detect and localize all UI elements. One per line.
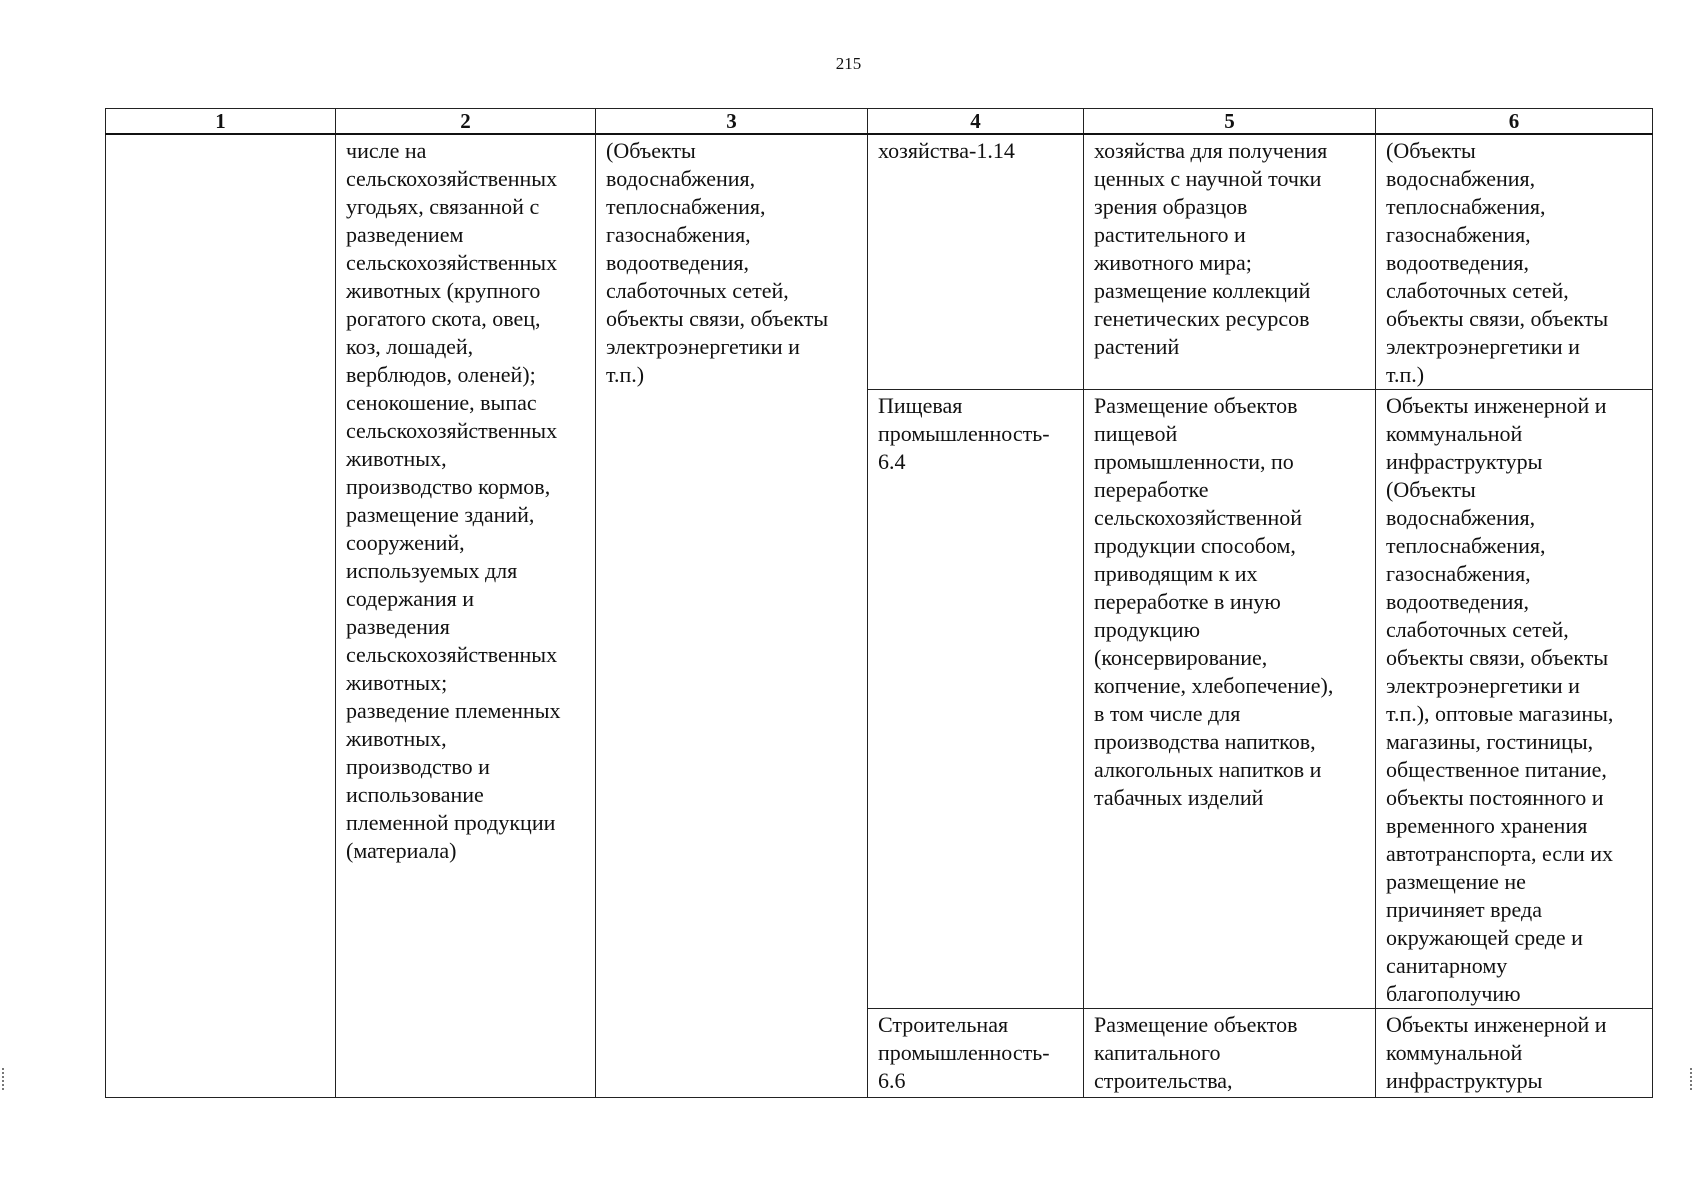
regulations-table — [105, 108, 1653, 1098]
cell-col4 — [868, 1009, 1084, 1098]
cell-col3 — [596, 134, 868, 1098]
cell-col5 — [1084, 134, 1376, 390]
cell-col4-text: хозяйства-1.14 — [878, 138, 1015, 163]
cell-col5-text: хозяйства для получения ценных с научной точки зрения образцов растительного и животного мира; размещение коллекций генетических ресурсов растений — [1094, 138, 1328, 359]
cell-col6 — [1376, 134, 1653, 390]
cell-col4 — [868, 390, 1084, 1009]
column-header-1: 1 — [106, 109, 336, 135]
cell-col5-text: Размещение объектов капитального строительства, — [1094, 1012, 1298, 1093]
cell-col6-text: (Объекты водоснабжения, теплоснабжения, газоснабжения, водоотведения, слаботочных сетей, объекты связи, объекты электроэнергетики и т.п.) — [1386, 138, 1609, 387]
cell-col6-text: Объекты инженерной и коммунальной инфраструктуры (Объекты водоснабжения, теплоснабжения, газоснабжения, водоотведения, слаботочных сетей, объекты связи, объекты электроэнергетики и т.п.), оптовые магазины, магазины, гостиницы, общественное питание, объекты постоянного и временного хранения автотранспорта, если их размещение не причиняет вреда окружающей среде и санитарному благополучию — [1386, 393, 1614, 1006]
cell-col5 — [1084, 1009, 1376, 1098]
cell-col4-text: Пищевая промышленность- 6.4 — [878, 393, 1050, 474]
cell-col5 — [1084, 390, 1376, 1009]
cell-col3-text: (Объекты водоснабжения, теплоснабжения, газоснабжения, водоотведения, слаботочных сетей, объекты связи, объекты электроэнергетики и т.п.) — [606, 138, 829, 387]
column-header-3: 3 — [596, 109, 868, 135]
page-number: 215 — [835, 54, 862, 73]
column-header-2: 2 — [336, 109, 596, 135]
cell-col2 — [336, 134, 596, 1098]
cell-col4-text: Строительная промышленность- 6.6 — [878, 1012, 1050, 1093]
column-header-5: 5 — [1084, 109, 1376, 135]
table-row — [106, 134, 1653, 390]
right-edge-mark — [1690, 1068, 1696, 1090]
cell-col5-text: Размещение объектов пищевой промышленности, по переработке сельскохозяйственной продукции способом, приводящим к их переработке в иную продукцию (консервирование, копчение, хлебопечение), в том числе для производства напитков, алкогольных напитков и табачных изделий — [1094, 393, 1334, 810]
column-header-6: 6 — [1376, 109, 1653, 135]
cell-col6 — [1376, 1009, 1653, 1098]
cell-col6 — [1376, 390, 1653, 1009]
column-header-4: 4 — [868, 109, 1084, 135]
cell-col1 — [106, 134, 336, 1098]
cell-col2-text: числе на сельскохозяйственных угодьях, связанной с разведением сельскохозяйственных животных (крупного рогатого скота, овец, коз, лошадей, верблюдов, оленей); сенокошение, выпас сельскохозяйственных животных, производство кормов, размещение зданий, сооружений, используемых для содержания и разведения сельскохозяйственных животных; разведение племенных животных, производство и использование племенной продукции (материала) — [346, 138, 561, 863]
cell-col4 — [868, 134, 1084, 390]
cell-col6-text: Объекты инженерной и коммунальной инфраструктуры — [1386, 1012, 1607, 1093]
table-header-row — [106, 109, 1653, 135]
left-edge-mark — [2, 1068, 8, 1090]
